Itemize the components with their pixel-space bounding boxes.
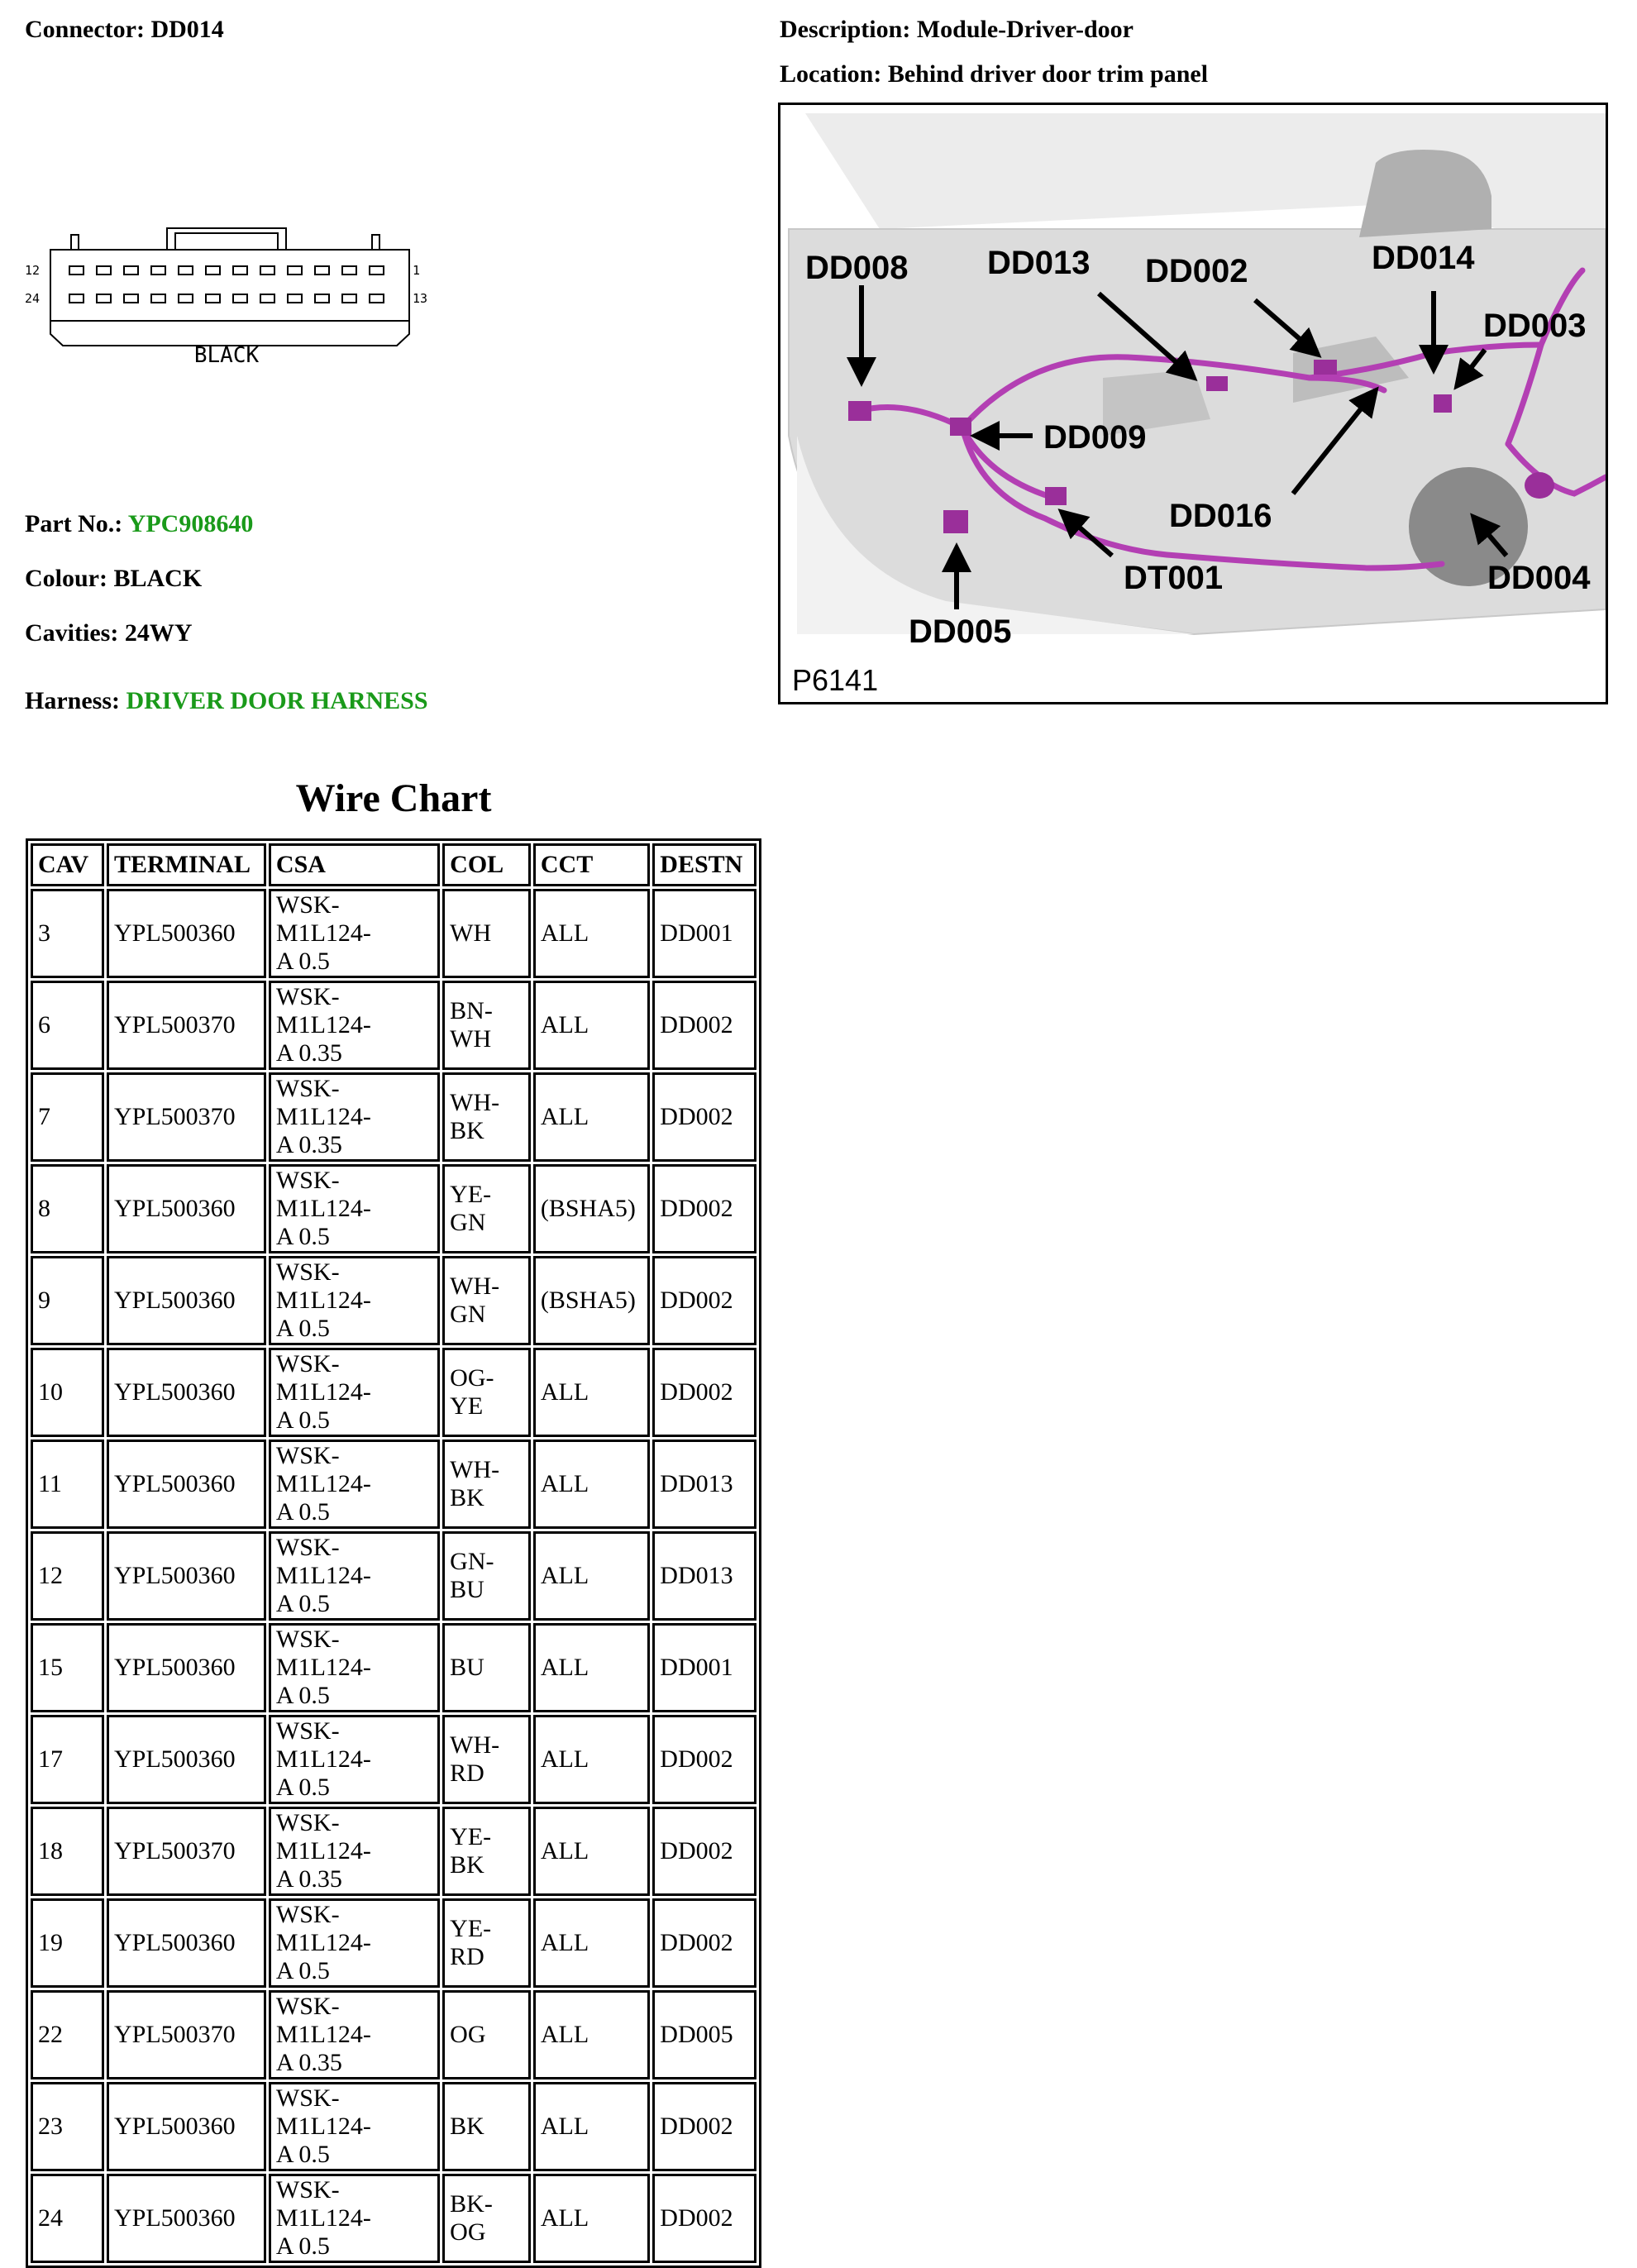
- cavities-value: 24WY: [124, 619, 193, 647]
- cell-csa: [269, 2082, 440, 2171]
- cell-csa: [269, 1348, 440, 1437]
- cell-cav: 17: [31, 1715, 104, 1804]
- cell-cct: (BSHA5): [533, 1164, 650, 1253]
- cell-csa: [269, 1256, 440, 1345]
- pin-cavity: [151, 294, 165, 303]
- cell-csa: [269, 1990, 440, 2079]
- csa-line-1: WSK-M1L124-: [275, 1442, 371, 1497]
- csa-line-2: A 0.5: [275, 1406, 330, 1434]
- harness-label: Harness:: [25, 687, 120, 714]
- cell-cav: 8: [31, 1164, 104, 1253]
- cell-col: [442, 1256, 531, 1345]
- cell-cct: (BSHA5): [533, 1256, 650, 1345]
- cell-cav: 23: [31, 2082, 104, 2171]
- cell-col: [442, 2082, 531, 2171]
- csa-line-1: WSK-M1L124-: [275, 891, 371, 947]
- col-line-1: OG-: [450, 1364, 494, 1392]
- col-line-2: RD: [450, 1943, 484, 1970]
- wire-row: [31, 2082, 756, 2171]
- pin-cavity: [260, 266, 274, 275]
- cell-terminal: YPL500360: [107, 1164, 266, 1253]
- pin-number-1: 1: [413, 263, 421, 278]
- cell-col: [442, 1164, 531, 1253]
- cell-col: [442, 889, 531, 978]
- callout-dd008: DD008: [805, 250, 909, 286]
- col-line-1: BU: [450, 1654, 484, 1681]
- colour-line: [25, 564, 202, 594]
- pin-cavity: [124, 266, 138, 275]
- figure-id: P6141: [792, 663, 879, 697]
- csa-line-1: WSK-M1L124-: [275, 1350, 371, 1406]
- location-label: Location:: [780, 60, 882, 88]
- wire-row: [31, 1990, 756, 2079]
- col-line-1: WH: [450, 919, 492, 947]
- cell-terminal: YPL500360: [107, 1348, 266, 1437]
- header-cct: CCT: [533, 843, 650, 886]
- csa-line-2: A 0.5: [275, 1957, 330, 1984]
- cell-col: [442, 1807, 531, 1896]
- col-line-1: GN-: [450, 1548, 494, 1575]
- csa-line-1: WSK-M1L124-: [275, 1809, 371, 1865]
- cell-cct: ALL: [533, 1807, 650, 1896]
- csa-line-2: A 0.5: [275, 1223, 330, 1250]
- cell-destn: DD002: [652, 2174, 756, 2263]
- pin-cavity: [370, 294, 384, 303]
- cell-cav: 24: [31, 2174, 104, 2263]
- cell-destn: DD002: [652, 1072, 756, 1162]
- col-line-2: BU: [450, 1576, 484, 1603]
- cell-csa: [269, 1898, 440, 1988]
- cell-cav: 22: [31, 1990, 104, 2079]
- pin-cavity: [315, 266, 329, 275]
- cell-destn: DD002: [652, 1807, 756, 1896]
- pin-cavity: [370, 266, 384, 275]
- cell-csa: [269, 1531, 440, 1621]
- pin-cavity: [124, 294, 138, 303]
- cell-cct: ALL: [533, 1715, 650, 1804]
- cell-cav: 10: [31, 1348, 104, 1437]
- pin-number-12: 12: [25, 263, 41, 278]
- csa-line-2: A 0.35: [275, 1865, 342, 1893]
- pin-cavity: [233, 294, 247, 303]
- part-number-link[interactable]: YPC908640: [127, 510, 254, 537]
- col-line-1: WH-: [450, 1731, 500, 1759]
- wire-row: [31, 1072, 756, 1162]
- pin-cavity: [179, 266, 193, 275]
- col-line-1: WH-: [450, 1272, 500, 1300]
- pin-cavity: [315, 294, 329, 303]
- wire-row: [31, 981, 756, 1070]
- cell-cct: ALL: [533, 1898, 650, 1988]
- cell-terminal: YPL500360: [107, 1715, 266, 1804]
- cell-cct: ALL: [533, 2082, 650, 2171]
- cell-terminal: YPL500360: [107, 1898, 266, 1988]
- csa-line-2: A 0.35: [275, 1131, 342, 1158]
- csa-line-2: A 0.5: [275, 1774, 330, 1801]
- cell-csa: [269, 1807, 440, 1896]
- col-line-1: YE-: [450, 1823, 492, 1850]
- header-col: COL: [442, 843, 531, 886]
- col-line-2: BK: [450, 1117, 484, 1144]
- cell-col: [442, 1440, 531, 1529]
- csa-line-1: WSK-M1L124-: [275, 1075, 371, 1130]
- part-number-line: [25, 509, 253, 539]
- header-cav: CAV: [31, 843, 104, 886]
- wire-chart-title: Wire Chart: [295, 776, 492, 820]
- pin-cavity: [69, 266, 84, 275]
- cell-csa: [269, 1164, 440, 1253]
- callout-dt001: DT001: [1124, 560, 1224, 596]
- wire-row: [31, 1440, 756, 1529]
- cell-csa: [269, 1623, 440, 1712]
- callout-dd016: DD016: [1169, 498, 1272, 534]
- colour-label: Colour:: [25, 565, 107, 592]
- cell-col: [442, 1348, 531, 1437]
- connector-heading: [25, 15, 224, 45]
- csa-line-1: WSK-M1L124-: [275, 1258, 371, 1314]
- cell-cav: 3: [31, 889, 104, 978]
- wire-row: [31, 1256, 756, 1345]
- csa-line-1: WSK-M1L124-: [275, 2084, 371, 2140]
- col-line-2: BK: [450, 1484, 484, 1511]
- col-line-1: BK: [450, 2113, 484, 2140]
- wire-chart-header-row: [31, 843, 756, 886]
- pin-cavity: [69, 294, 84, 303]
- col-line-1: BN-: [450, 997, 493, 1024]
- cell-col: [442, 2174, 531, 2263]
- col-line-2: OG: [450, 2218, 486, 2246]
- col-line-2: GN: [450, 1301, 486, 1328]
- cell-col: [442, 1531, 531, 1621]
- cell-destn: DD002: [652, 1715, 756, 1804]
- col-line-2: GN: [450, 1209, 486, 1236]
- pin-cavity: [260, 294, 274, 303]
- cell-cav: 15: [31, 1623, 104, 1712]
- pin-cavity: [179, 294, 193, 303]
- cell-csa: [269, 1440, 440, 1529]
- csa-line-2: A 0.35: [275, 1039, 342, 1067]
- cell-destn: DD002: [652, 1256, 756, 1345]
- cell-terminal: YPL500360: [107, 1531, 266, 1621]
- cell-destn: DD013: [652, 1440, 756, 1529]
- callout-dd002: DD002: [1145, 253, 1248, 289]
- header-terminal: TERMINAL: [107, 843, 266, 886]
- cell-destn: DD001: [652, 889, 756, 978]
- csa-line-2: A 0.5: [275, 1315, 330, 1342]
- cell-cct: ALL: [533, 1623, 650, 1712]
- cavities-label: Cavities:: [25, 619, 119, 647]
- connector-pin-diagram: [23, 223, 437, 372]
- pin-cavity: [288, 294, 302, 303]
- part-number-label: Part No.:: [25, 510, 123, 537]
- col-line-2: WH: [450, 1025, 492, 1053]
- col-line-1: YE-: [450, 1181, 492, 1208]
- cell-terminal: YPL500370: [107, 1807, 266, 1896]
- cell-destn: DD002: [652, 1348, 756, 1437]
- pin-cavity: [233, 266, 247, 275]
- col-line-1: OG: [450, 2021, 486, 2048]
- cell-destn: DD002: [652, 2082, 756, 2171]
- col-line-1: WH-: [450, 1456, 500, 1483]
- cell-terminal: YPL500360: [107, 2174, 266, 2263]
- csa-line-2: A 0.5: [275, 2141, 330, 2168]
- wire-row: [31, 1348, 756, 1437]
- cell-destn: DD005: [652, 1990, 756, 2079]
- cell-cav: 9: [31, 1256, 104, 1345]
- cell-cct: ALL: [533, 981, 650, 1070]
- col-line-1: WH-: [450, 1089, 500, 1116]
- csa-line-2: A 0.35: [275, 2049, 342, 2076]
- cell-csa: [269, 2174, 440, 2263]
- wire-row: [31, 2174, 756, 2263]
- harness-line: [25, 686, 428, 716]
- wire-row: [31, 1898, 756, 1988]
- description-heading: [780, 15, 1133, 45]
- pin-cavity: [288, 266, 302, 275]
- cell-cct: ALL: [533, 889, 650, 978]
- connector-color-label: BLACK: [193, 343, 260, 368]
- cell-csa: [269, 889, 440, 978]
- col-line-1: YE-: [450, 1915, 492, 1942]
- connector-id: DD014: [150, 16, 224, 43]
- wire-row: [31, 889, 756, 978]
- description-value: Module-Driver-door: [916, 16, 1133, 43]
- csa-line-2: A 0.5: [275, 2232, 330, 2260]
- cell-col: [442, 981, 531, 1070]
- cell-cav: 12: [31, 1531, 104, 1621]
- cell-cav: 11: [31, 1440, 104, 1529]
- csa-line-1: WSK-M1L124-: [275, 1534, 371, 1589]
- cavities-line: [25, 618, 192, 648]
- cell-col: [442, 1898, 531, 1988]
- pin-number-24: 24: [25, 291, 41, 306]
- cell-destn: DD001: [652, 1623, 756, 1712]
- csa-line-2: A 0.5: [275, 1590, 330, 1617]
- wire-row: [31, 1807, 756, 1896]
- connector-label: Connector:: [25, 16, 145, 43]
- cell-csa: [269, 1715, 440, 1804]
- cell-terminal: YPL500360: [107, 1440, 266, 1529]
- cell-csa: [269, 981, 440, 1070]
- callout-dd005: DD005: [909, 614, 1012, 650]
- csa-line-2: A 0.5: [275, 1498, 330, 1526]
- location-heading: [780, 60, 1208, 89]
- csa-line-1: WSK-M1L124-: [275, 983, 371, 1039]
- cell-terminal: YPL500370: [107, 1990, 266, 2079]
- cell-terminal: YPL500370: [107, 1072, 266, 1162]
- pin-cavity: [151, 266, 165, 275]
- cell-terminal: YPL500360: [107, 2082, 266, 2171]
- cell-cav: 18: [31, 1807, 104, 1896]
- wire-row: [31, 1164, 756, 1253]
- pin-cavity: [206, 294, 220, 303]
- cell-cav: 6: [31, 981, 104, 1070]
- cell-csa: [269, 1072, 440, 1162]
- cell-terminal: YPL500360: [107, 889, 266, 978]
- callout-dd014: DD014: [1372, 240, 1475, 276]
- description-label: Description:: [780, 16, 911, 43]
- harness-link[interactable]: DRIVER DOOR HARNESS: [126, 687, 428, 714]
- cell-col: [442, 1623, 531, 1712]
- cell-cav: 7: [31, 1072, 104, 1162]
- pin-number-13: 13: [413, 291, 428, 306]
- cell-cct: ALL: [533, 1348, 650, 1437]
- col-line-2: BK: [450, 1851, 484, 1879]
- pin-cavity: [342, 294, 356, 303]
- cell-destn: DD002: [652, 981, 756, 1070]
- cell-destn: DD002: [652, 1898, 756, 1988]
- cell-cct: ALL: [533, 2174, 650, 2263]
- col-line-2: RD: [450, 1759, 484, 1787]
- csa-line-1: WSK-M1L124-: [275, 2176, 371, 2232]
- cell-cct: ALL: [533, 1990, 650, 2079]
- wire-row: [31, 1623, 756, 1712]
- cell-col: [442, 1072, 531, 1162]
- csa-line-1: WSK-M1L124-: [275, 1993, 371, 2048]
- pin-cavity: [97, 266, 111, 275]
- csa-line-2: A 0.5: [275, 948, 330, 975]
- header-csa: CSA: [269, 843, 440, 886]
- cell-terminal: YPL500360: [107, 1623, 266, 1712]
- wire-row: [31, 1531, 756, 1621]
- cell-destn: DD013: [652, 1531, 756, 1621]
- callout-dd013: DD013: [987, 245, 1091, 281]
- csa-line-1: WSK-M1L124-: [275, 1901, 371, 1956]
- cell-cav: 19: [31, 1898, 104, 1988]
- cell-destn: DD002: [652, 1164, 756, 1253]
- cell-cct: ALL: [533, 1440, 650, 1529]
- wire-chart-table: [26, 838, 761, 2268]
- cell-cct: ALL: [533, 1072, 650, 1162]
- csa-line-1: WSK-M1L124-: [275, 1626, 371, 1681]
- csa-line-1: WSK-M1L124-: [275, 1717, 371, 1773]
- cell-terminal: YPL500370: [107, 981, 266, 1070]
- callout-dd003: DD003: [1483, 308, 1587, 344]
- cell-cct: ALL: [533, 1531, 650, 1621]
- col-line-1: BK-: [450, 2190, 493, 2218]
- cell-col: [442, 1990, 531, 2079]
- pin-cavity: [206, 266, 220, 275]
- cell-terminal: YPL500360: [107, 1256, 266, 1345]
- location-value: Behind driver door trim panel: [887, 60, 1209, 88]
- pin-cavity: [97, 294, 111, 303]
- pin-cavity: [342, 266, 356, 275]
- connector-location-image: [778, 103, 1608, 704]
- cell-col: [442, 1715, 531, 1804]
- callout-dd009: DD009: [1043, 419, 1147, 456]
- header-destn: DESTN: [652, 843, 756, 886]
- csa-line-2: A 0.5: [275, 1682, 330, 1709]
- colour-value: BLACK: [113, 565, 203, 592]
- col-line-2: YE: [450, 1392, 484, 1420]
- callout-dd004: DD004: [1487, 560, 1591, 596]
- wire-row: [31, 1715, 756, 1804]
- csa-line-1: WSK-M1L124-: [275, 1167, 371, 1222]
